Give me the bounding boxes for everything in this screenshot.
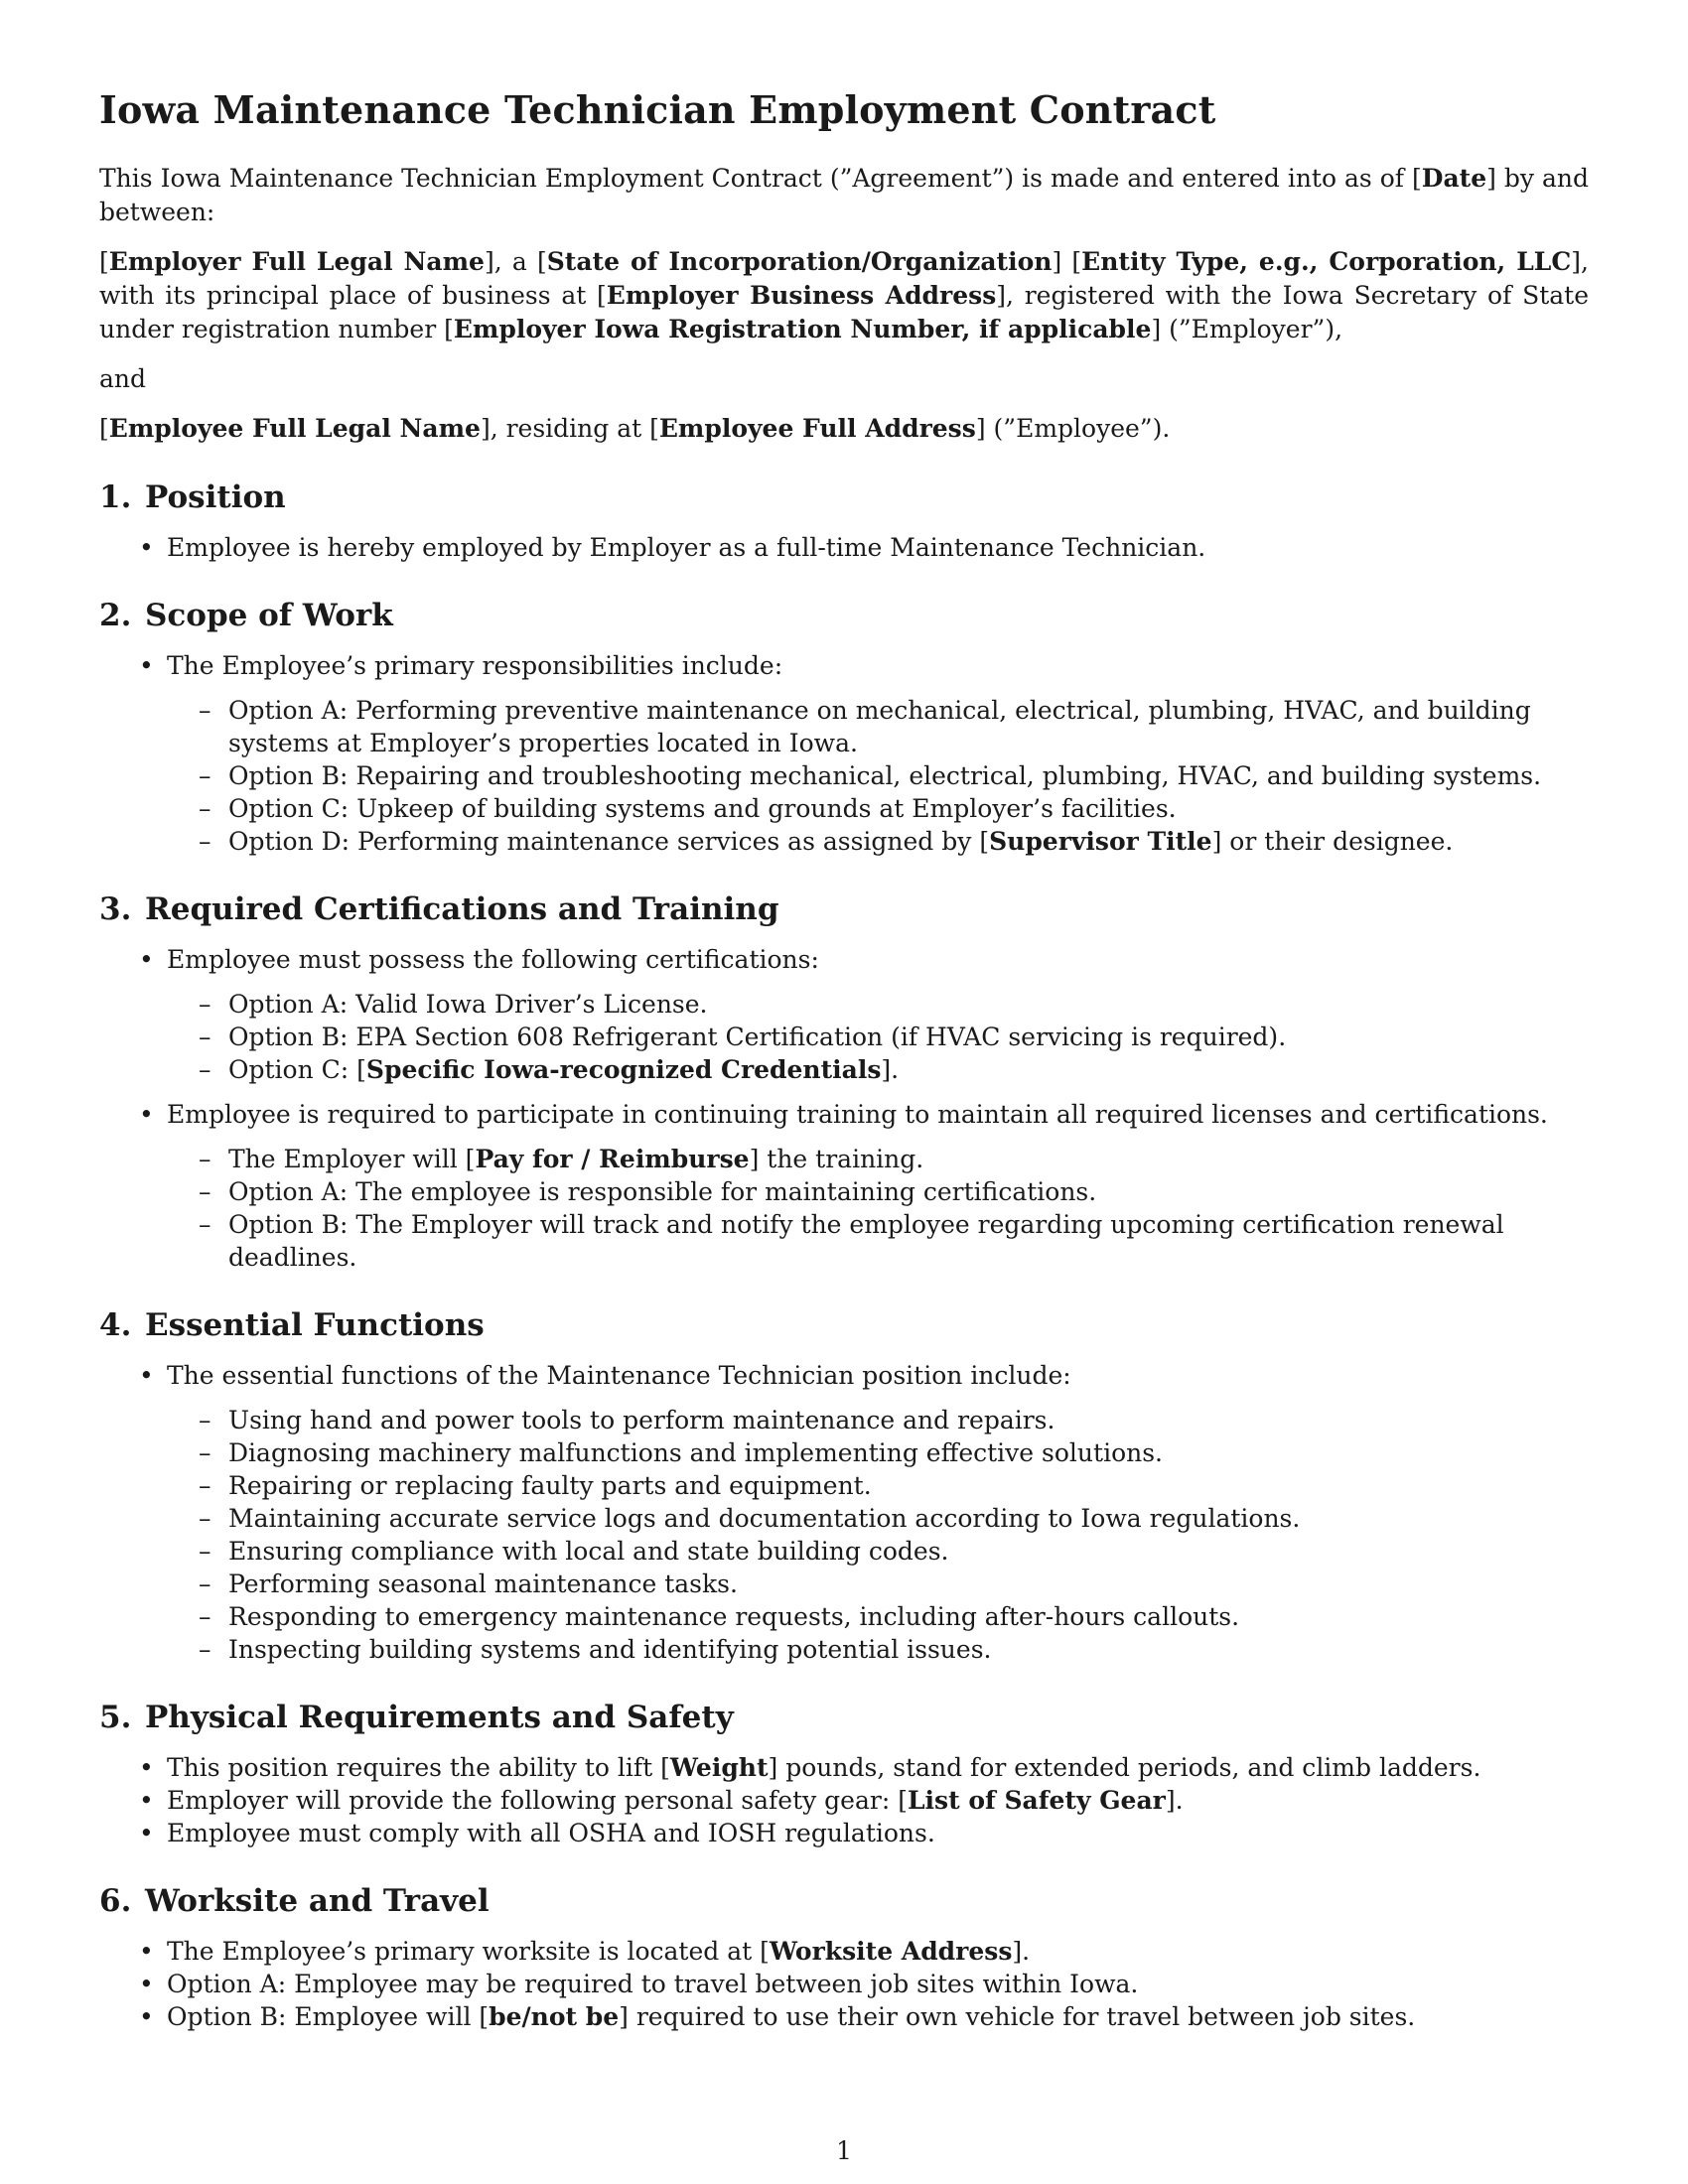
section-heading-certifications: 3. Required Certifications and Training (99, 891, 779, 927)
document-title: Iowa Maintenance Technician Employment Contract (99, 87, 1216, 132)
list-item: – Option B: Repairing and troubleshooting mechanical, electrical, plumbing, HVAC, and building systems. (228, 759, 1589, 792)
list-item: – Option B: The Employer will track and notify the employee regarding upcoming certification renewal deadlines. (228, 1208, 1589, 1274)
functions-sublist (167, 1404, 1589, 1666)
employee-paragraph: [Employee Full Legal Name], residing at [Employee Full Address] (”Employee”). (99, 414, 1171, 443)
list-item: – Performing seasonal maintenance tasks. (228, 1568, 1589, 1600)
state-placeholder: State of Incorporation/Organization (546, 247, 1053, 276)
section-heading-position: 1. Position (99, 479, 286, 515)
document-page (99, 87, 1589, 2033)
position-list (99, 531, 1589, 564)
supervisor-title-placeholder: Supervisor Title (989, 827, 1212, 856)
list-item: – Option A: Performing preventive maintenance on mechanical, electrical, plumbing, HVAC, and building systems at Employer’s properties located in Iowa. (228, 694, 1589, 759)
training-payment-placeholder: Pay for / Reimburse (475, 1145, 750, 1173)
essential-functions-list (99, 1359, 1589, 1666)
list-item: • Option B: Employee will [be/not be] required to use their own vehicle for travel between job sites. (167, 2000, 1589, 2033)
scope-options-list (167, 694, 1589, 858)
list-item: – The Employer will [Pay for / Reimburse] the training. (228, 1143, 1589, 1175)
list-item: – Maintaining accurate service logs and documentation according to Iowa regulations. (228, 1502, 1589, 1535)
worksite-list (99, 1935, 1589, 2033)
list-item: • Employee is hereby employed by Employer as a full-time Maintenance Technician. (167, 531, 1589, 564)
list-item: • Employer will provide the following personal safety gear: [List of Safety Gear]. (167, 1784, 1589, 1817)
list-item: – Responding to emergency maintenance requests, including after-hours callouts. (228, 1600, 1589, 1633)
list-item: – Option A: Valid Iowa Driver’s License. (228, 988, 1589, 1021)
list-item: – Option C: Upkeep of building systems and grounds at Employer’s facilities. (228, 792, 1589, 825)
physical-requirements-list (99, 1751, 1589, 1849)
list-item: – Ensuring compliance with local and state building codes. (228, 1535, 1589, 1568)
weight-placeholder: Weight (669, 1753, 769, 1782)
certifications-list (99, 943, 1589, 1274)
section-heading-worksite-travel: 6. Worksite and Travel (99, 1883, 490, 1919)
training-options-list (167, 1143, 1589, 1274)
employee-name-placeholder: Employee Full Legal Name (108, 414, 481, 443)
section-heading-essential-functions: 4. Essential Functions (99, 1307, 485, 1343)
vehicle-placeholder: be/not be (489, 2002, 620, 2031)
list-item: – Option B: EPA Section 608 Refrigerant Certification (if HVAC servicing is required). (228, 1021, 1589, 1053)
scope-list (99, 649, 1589, 858)
worksite-address-placeholder: Worksite Address (769, 1937, 1013, 1966)
list-item: – Option D: Performing maintenance services as assigned by [Supervisor Title] or their designee. (228, 825, 1589, 858)
list-item: – Inspecting building systems and identifying potential issues. (228, 1633, 1589, 1666)
certification-options-list (167, 988, 1589, 1086)
list-item: • Option A: Employee may be required to travel between job sites within Iowa. (167, 1968, 1589, 2000)
list-item: – Using hand and power tools to perform maintenance and repairs. (228, 1404, 1589, 1436)
list-item: • Employee must comply with all OSHA and IOSH regulations. (167, 1817, 1589, 1849)
intro-paragraph: This Iowa Maintenance Technician Employment Contract (”Agreement”) is made and entered into as of [Date] by and between: (99, 164, 1589, 226)
employer-paragraph: [Employer Full Legal Name], a [State of Incorporation/Organization] [Entity Type, e.g., Corporation, LLC], with its principal place of business at [Employer Business Address], registered with the Iowa Secretary of State under registration number [Employer Iowa Registration Number, if applicable] (”Employer”), (99, 247, 1589, 343)
list-item: • The Employee’s primary responsibilities include: – Option A: Performing preventive maintenance on mechanical, electrical, plumbing, HVAC, and building systems at Employer’s properties located in Iowa. – Option B: Repairing and troubleshooting mechanical, electrical, plumbing, HVAC, and building systems. – Option C: Upkeep of building systems and grounds at Employer’s facilities. – Option D: Performing maintenance services as assigned by [Supervisor Title] or their designee. (167, 649, 1589, 858)
employee-address-placeholder: Employee Full Address (658, 414, 976, 443)
registration-number-placeholder: Employer Iowa Registration Number, if applicable (453, 315, 1152, 343)
employer-name-placeholder: Employer Full Legal Name (108, 247, 485, 276)
list-item: – Option C: [Specific Iowa-recognized Credentials]. (228, 1053, 1589, 1086)
list-item: • This position requires the ability to lift [Weight] pounds, stand for extended periods, and climb ladders. (167, 1751, 1589, 1784)
credentials-placeholder: Specific Iowa-recognized Credentials (365, 1055, 882, 1084)
list-item: – Diagnosing machinery malfunctions and implementing effective solutions. (228, 1436, 1589, 1469)
date-placeholder: Date (1421, 164, 1487, 193)
list-item: • The essential functions of the Maintenance Technician position include: – Using hand and power tools to perform maintenance and repairs. – Diagnosing machinery malfunctions and implementing effective solutions. – Repairing or replacing faulty parts and equipment. – Maintaining accurate service logs and documentation according to Iowa regulations. – Ensuring compliance with local and state building codes. – Performing seasonal maintenance tasks. – Responding to emergency maintenance requests, including after-hours callouts. – Inspecting building systems and identifying potential issues. (167, 1359, 1589, 1666)
list-item: – Repairing or replacing faulty parts and equipment. (228, 1469, 1589, 1502)
safety-gear-placeholder: List of Safety Gear (907, 1786, 1166, 1815)
entity-type-placeholder: Entity Type, e.g., Corporation, LLC (1081, 247, 1572, 276)
list-item: – Option A: The employee is responsible for maintaining certifications. (228, 1175, 1589, 1208)
list-item: • Employee must possess the following certifications: – Option A: Valid Iowa Driver’s License. – Option B: EPA Section 608 Refrigerant Certification (if HVAC servicing is required). – Option C: [Specific Iowa-recognized Credentials]. (167, 943, 1589, 1086)
section-heading-scope-of-work: 2. Scope of Work (99, 598, 393, 633)
list-item: • Employee is required to participate in continuing training to maintain all required licenses and certifications. – The Employer will [Pay for / Reimburse] the training. – Option A: The employee is responsible for maintaining certifications. – Option B: The Employer will track and notify the employee regarding upcoming certification renewal deadlines. (167, 1098, 1589, 1274)
list-item: • The Employee’s primary worksite is located at [Worksite Address]. (167, 1935, 1589, 1968)
section-heading-physical-requirements: 5. Physical Requirements and Safety (99, 1700, 734, 1735)
page-number: 1 (836, 2136, 852, 2165)
and-paragraph: and (99, 364, 147, 393)
employer-address-placeholder: Employer Business Address (606, 281, 997, 310)
